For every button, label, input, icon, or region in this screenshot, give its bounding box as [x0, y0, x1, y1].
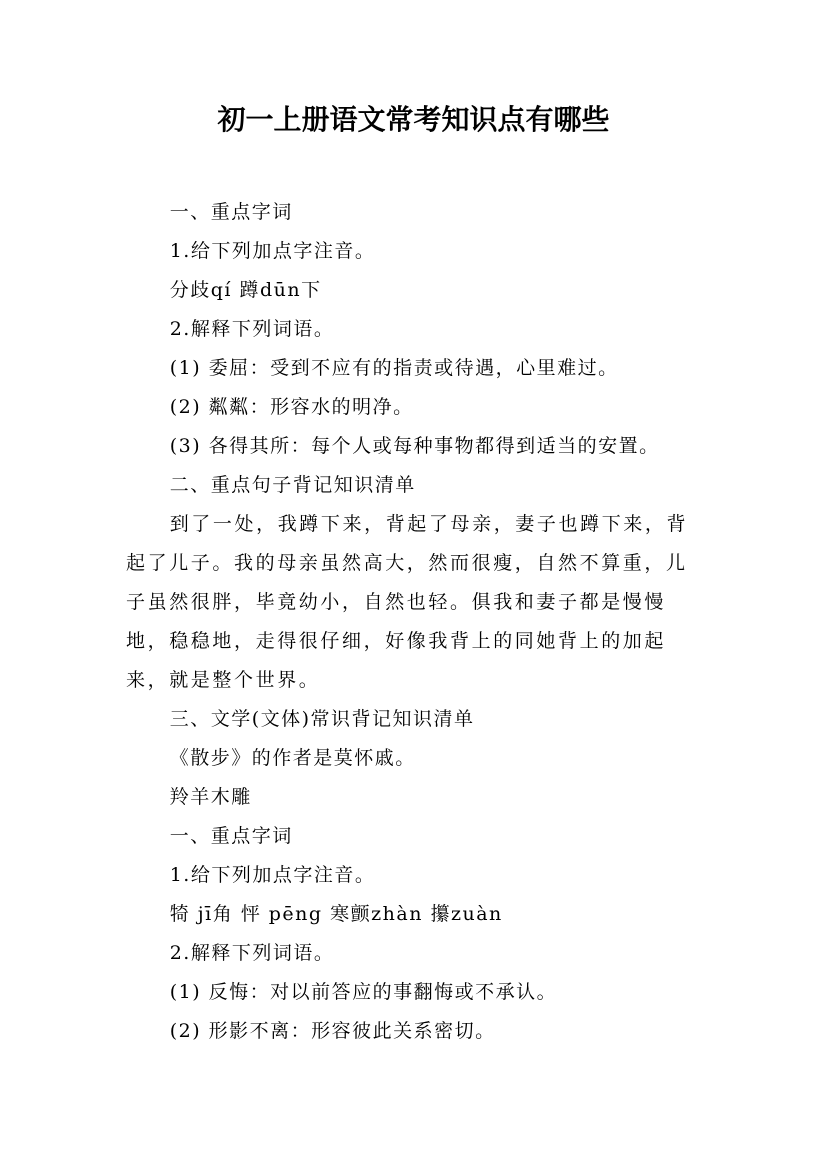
pinyin-line: 分歧qí 蹲dūn下 — [169, 279, 322, 301]
document-body — [126, 193, 706, 1051]
definition-item: (3) 各得其所：每个人或每种事物都得到适当的安置。 — [169, 435, 660, 457]
section-heading: 三、文学(文体)常识背记知识清单 — [169, 708, 475, 730]
section-heading: 一、重点字词 — [169, 201, 293, 223]
exercise-instruction: 1.给下列加点字注音。 — [169, 864, 376, 886]
pinyin-line: 犄 jī角 怦 pēng 寒颤zhàn 攥zuàn — [169, 903, 503, 925]
definition-item: (1) 委屈：受到不应有的指责或待遇，心里难过。 — [169, 357, 619, 379]
exercise-instruction: 1.给下列加点字注音。 — [169, 240, 376, 262]
section-heading: 二、重点句子背记知识清单 — [169, 474, 416, 496]
document-title: 初一上册语文常考知识点有哪些 — [217, 103, 610, 136]
section-heading: 一、重点字词 — [169, 825, 293, 847]
definition-item: (1) 反悔：对以前答应的事翻悔或不承认。 — [169, 981, 558, 1003]
exercise-instruction: 2.解释下列词语。 — [169, 318, 335, 340]
definition-item: (2) 粼粼：形容水的明净。 — [169, 396, 414, 418]
definition-item: (2) 形影不离：形容彼此关系密切。 — [169, 1020, 496, 1042]
author-note: 《散步》的作者是莫怀戚。 — [169, 747, 416, 769]
lesson-title: 羚羊木雕 — [169, 786, 252, 808]
passage-paragraph: 到了一处，我蹲下来，背起了母亲，妻子也蹲下来，背起了儿子。我的母亲虽然高大，然而很瘦，自然不算重，儿子虽然很胖，毕竟幼小，自然也轻。俱我和妻子都是慢慢地，稳稳地，走得很仔细，好像我背上的同她背上的加起来，就是整个世界。 — [126, 513, 689, 691]
exercise-instruction: 2.解释下列词语。 — [169, 942, 335, 964]
